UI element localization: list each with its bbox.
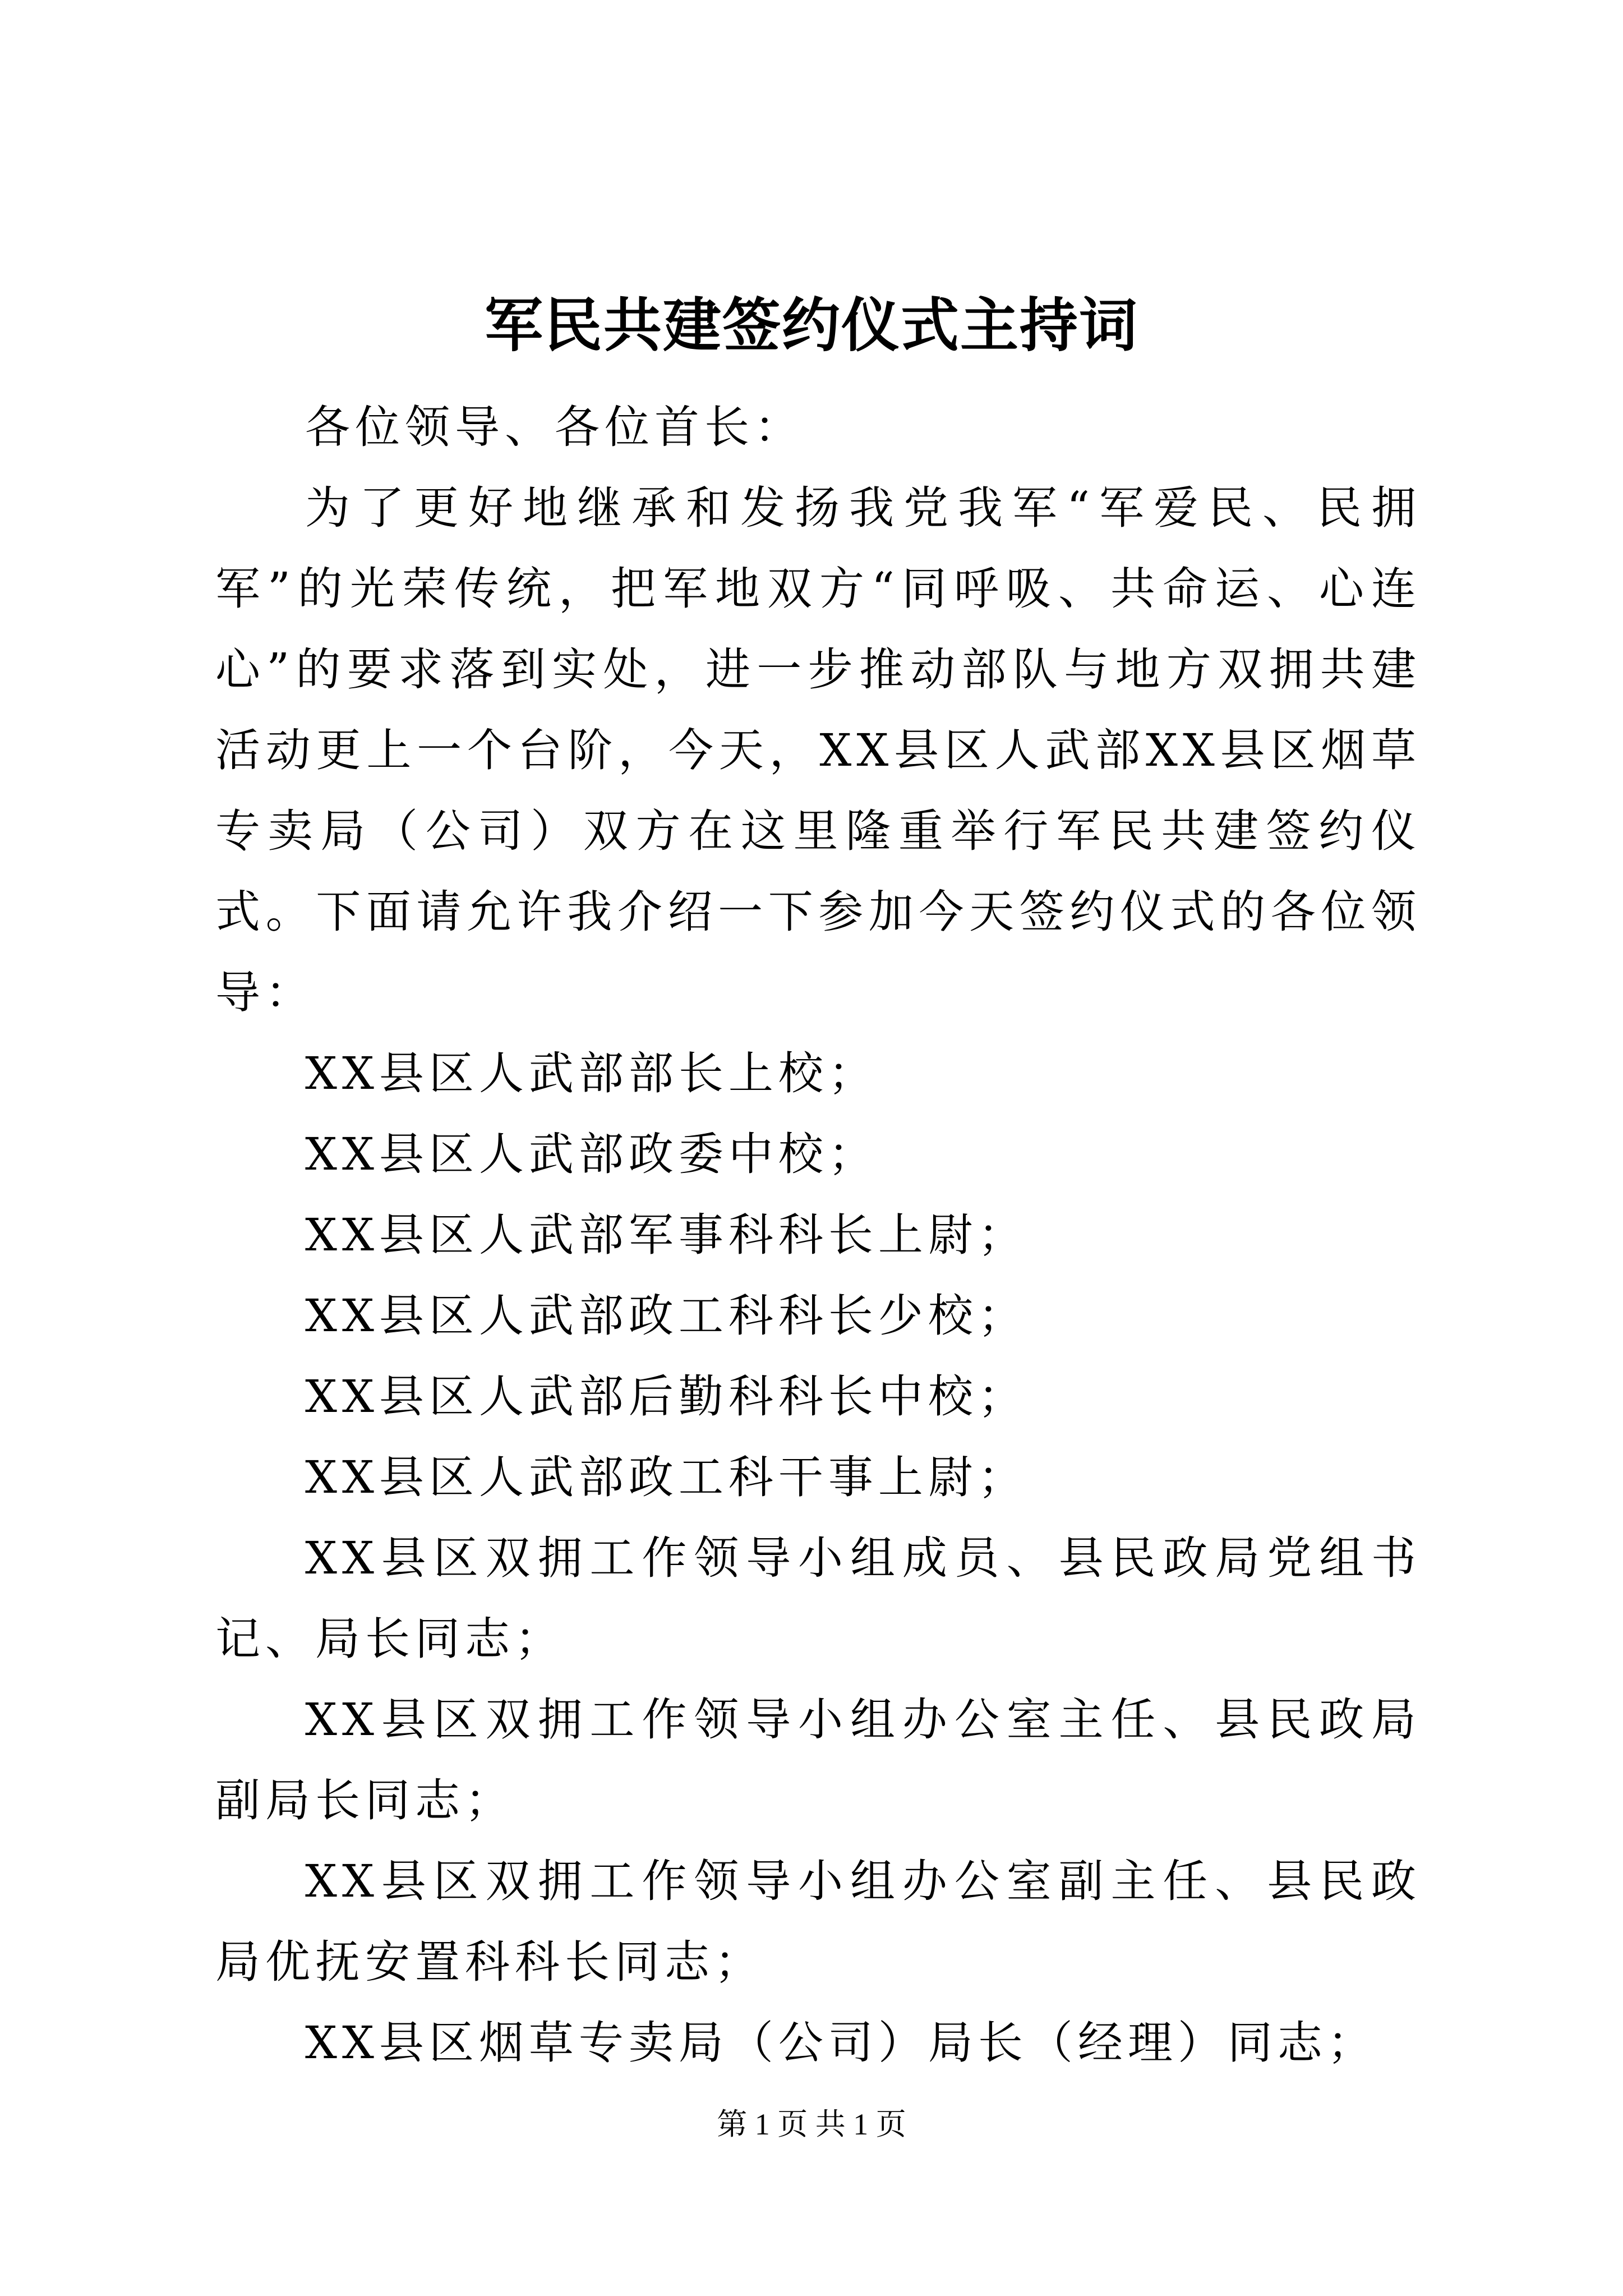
attendee-line: XX县区人武部政委中校；	[305, 1128, 878, 1180]
attendee-line: XX县区双拥工作领导小组办公室副主任、县民政局优抚安置科科长同志；	[215, 1855, 1421, 1988]
document-body	[215, 387, 1421, 2083]
attendee-line: XX县区双拥工作领导小组成员、县民政局党组书记、局长同志；	[215, 1532, 1421, 1665]
attendee-line: XX县区人武部政工科科长少校；	[305, 1290, 1028, 1342]
document-title: 军民共建签约仪式主持词	[484, 291, 1138, 360]
intro-paragraph: 为了更好地继承和发扬我党我军“军爱民、民拥军”的光荣传统，把军地双方“同呼吸、共命运、心连心”的要求落到实处，进一步推动部队与地方双拥共建活动更上一个台阶，今天，XX县区人武部XX县区烟草专卖局（公司）双方在这里隆重举行军民共建签约仪式。下面请允许我介绍一下参加今天签约仪式的各位领导：	[215, 482, 1421, 1019]
attendee-line: XX县区人武部部长上校；	[305, 1047, 878, 1099]
attendee-line: XX县区人武部政工科干事上尉；	[305, 1451, 1028, 1503]
attendee-line: XX县区人武部军事科科长上尉；	[305, 1209, 1028, 1261]
attendee-line: XX县区人武部后勤科科长中校；	[305, 1370, 1028, 1423]
attendee-line: XX县区烟草专卖局（公司）局长（经理）同志；	[305, 2017, 1377, 2069]
salutation: 各位领导、各位首长：	[305, 401, 804, 453]
attendee-line: XX县区双拥工作领导小组办公室主任、县民政局副局长同志；	[215, 1694, 1421, 1826]
page-number-footer: 第 1 页 共 1 页	[717, 2108, 906, 2141]
